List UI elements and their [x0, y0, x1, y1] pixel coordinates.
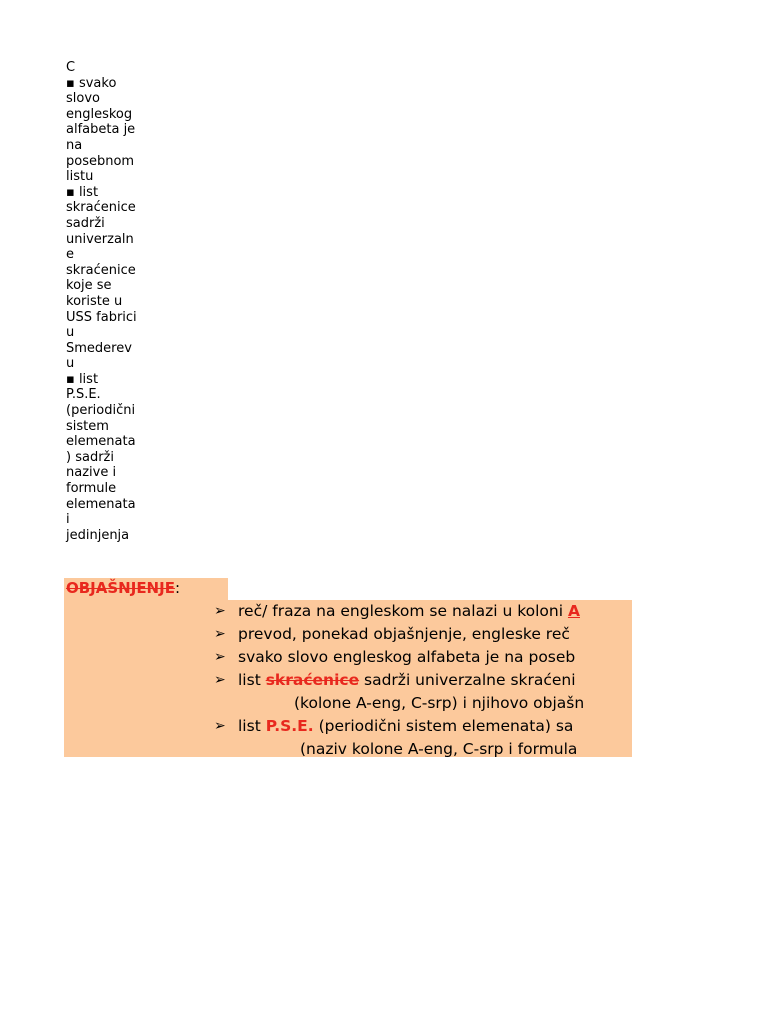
column-line: USS fabrici	[66, 309, 137, 325]
bullet-1-emphasis: A	[567, 602, 580, 620]
column-line: ▪ list	[66, 184, 99, 200]
column-line: na	[66, 137, 83, 153]
column-line: listu	[66, 169, 94, 185]
column-line: e	[66, 247, 74, 263]
column-line: elemenata	[66, 434, 136, 450]
column-line: u	[66, 325, 75, 341]
bullet-1-text: reč/ fraza na engleskom se nalazi u koloni	[238, 602, 568, 620]
bullet-4-text: sadrži univerzalne skraćeni	[359, 671, 576, 689]
column-line: u	[66, 356, 75, 372]
header-blank-area	[228, 578, 632, 600]
bullet-item-2	[214, 623, 632, 646]
column-line: engleskog	[66, 106, 133, 122]
bullet-4-prefix: list	[238, 671, 266, 689]
column-line: formule	[66, 481, 117, 497]
column-line: skraćenice	[66, 262, 136, 278]
column-line: jedinjenja	[66, 527, 130, 543]
explanation-title-text: OBJAŠNJENJE	[66, 579, 175, 597]
arrow-bullet-icon: ➢	[214, 718, 226, 734]
column-line: P.S.E.	[66, 387, 101, 403]
column-line: i	[66, 512, 70, 528]
column-line: nazive i	[66, 465, 117, 481]
bullet-item-4	[214, 669, 632, 692]
column-line: elemenata	[66, 496, 136, 512]
explanation-bullet-list	[214, 600, 632, 761]
column-line: C	[66, 60, 76, 75]
bullet-4-emphasis: skraćenice	[265, 671, 360, 689]
bullet-item-1	[214, 600, 632, 623]
arrow-bullet-icon: ➢	[214, 603, 226, 619]
bullet-5-emphasis: P.S.E.	[265, 717, 314, 735]
arrow-bullet-icon: ➢	[214, 649, 226, 665]
column-line: sadrži	[66, 215, 105, 231]
bullet-5-continuation: (naziv kolone A-eng, C-srp i formula	[300, 740, 578, 758]
column-line: posebnom	[66, 153, 135, 169]
column-line: ▪ svako	[66, 75, 117, 91]
column-line: (periodični	[66, 403, 136, 419]
column-line: univerzaln	[66, 231, 134, 247]
column-line: sistem	[66, 418, 109, 434]
column-line: koriste u	[66, 293, 123, 309]
explanation-title	[66, 579, 180, 597]
column-line: alfabeta je	[66, 122, 136, 138]
bullet-5-prefix: list	[238, 717, 266, 735]
arrow-bullet-icon: ➢	[214, 672, 226, 688]
bullet-4-continuation: (kolone A-eng, C-srp) i njihovo objašn	[294, 694, 585, 712]
arrow-bullet-icon: ➢	[214, 626, 226, 642]
column-line: slovo	[66, 91, 100, 107]
bullet-item-3	[214, 646, 632, 669]
cell-text-column	[66, 60, 146, 543]
bullet-2-text: prevod, ponekad objašnjenje, engleske reč	[238, 625, 570, 643]
column-line: skraćenice	[66, 200, 136, 216]
column-line: koje se	[66, 278, 112, 294]
column-line: ) sadrži	[66, 449, 114, 465]
bullet-3-text: svako slovo engleskog alfabeta je na poseb	[238, 648, 576, 666]
column-line: ▪ list	[66, 371, 99, 387]
column-line: Smederev	[66, 340, 132, 356]
bullet-5-text: (periodični sistem elemenata) sa	[313, 717, 574, 735]
bullet-item-5	[214, 715, 632, 738]
explanation-colon: :	[174, 579, 181, 597]
